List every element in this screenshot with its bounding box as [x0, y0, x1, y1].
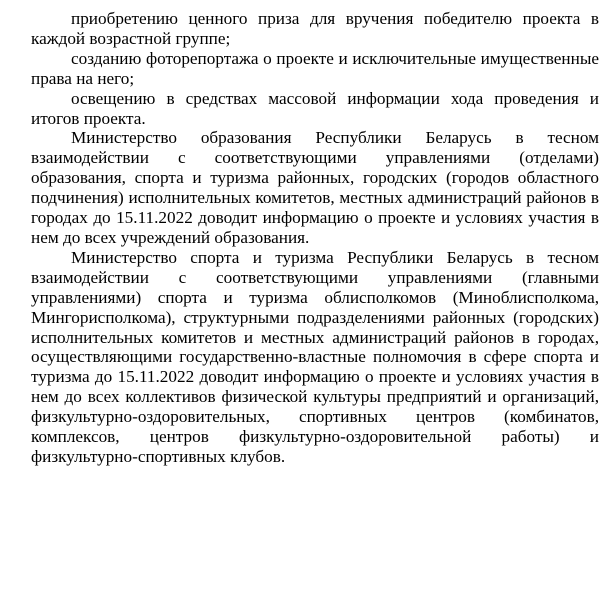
paragraph-ministry-education: Министерство образования Республики Беларусь в тесном взаимодействии с соответствующими управлениями (отделами) образования, спорта и туризма районных, городских (городов областного подчинения) исполнительных комитетов, местных администраций районов в городах до 15.11.2022 доводит информацию о проекте и условиях участия в нем до всех учреждений образования. — [31, 128, 599, 247]
paragraph-prize: приобретению ценного приза для вручения победителю проекта в каждой возрастной группе; — [31, 9, 599, 48]
paragraph-media-coverage: освещению в средствах массовой информации хода проведения и итогов проекта. — [31, 88, 599, 128]
paragraph-photo-report: созданию фоторепортажа о проекте и исключительные имущественные права на него; — [31, 48, 599, 88]
paragraph-ministry-sport: Министерство спорта и туризма Республики Беларусь в тесном взаимодействии с соответствующими управлениями (главными управлениями) спорта и туризма облисполкомов (Миноблисполкома, Мингорисполкома), структурными подразделениями районных (городских) исполнительных комитетов и местных администраций районов в городах, осуществляющими государственно-властные полномочия в сфере спорта и туризма до 15.11.2022 доводит информацию о проекте и условиях участия в нем до всех коллективов физической культуры предприятий и организаций, физкультурно-оздоровительных, спортивных центров (комбинатов, комплексов, центров физкультурно-оздоровительной работы) и физкультурно-спортивных клубов. — [31, 247, 599, 466]
document-page — [31, 9, 599, 467]
